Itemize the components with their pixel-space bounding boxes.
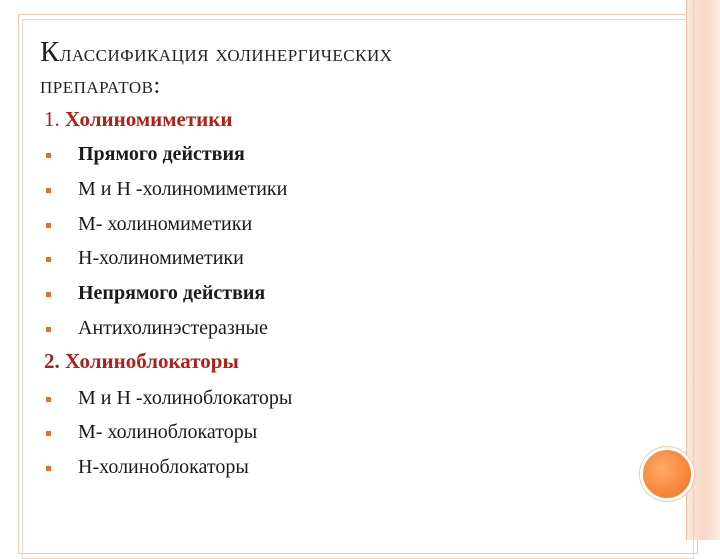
section-heading-cholinoblockers: 2. Холиноблокаторы <box>44 349 239 373</box>
list-item-text: М и Н -холиномиметики <box>78 178 288 200</box>
bullet-icon <box>46 223 51 228</box>
side-bar-line-inner <box>693 0 694 540</box>
bullet-icon <box>46 188 51 193</box>
list-item-text: Н-холиноблокаторы <box>78 456 249 478</box>
bullet-icon <box>46 327 51 332</box>
title-line1: лассификация холинергических <box>59 41 393 67</box>
decorative-side-bar <box>686 0 720 540</box>
list-item <box>44 178 287 201</box>
title-line2: препаратов: <box>40 73 161 99</box>
list-item-text: Антихолинэстеразные <box>78 317 268 339</box>
bullet-icon <box>46 292 51 297</box>
list-item <box>44 317 268 340</box>
list-item <box>44 143 245 166</box>
slide-title <box>40 36 600 102</box>
list-item-text: М- холиноблокаторы <box>78 421 258 443</box>
title-capital-letter: К <box>40 36 60 68</box>
section1-number: 1. <box>44 107 60 131</box>
list-item <box>44 247 244 270</box>
list-item <box>44 456 249 479</box>
list-item-text: Непрямого действия <box>78 282 266 304</box>
list-item-text: Н-холиномиметики <box>78 247 244 269</box>
bullet-icon <box>46 397 51 402</box>
bullet-icon <box>46 466 51 471</box>
list-item <box>44 421 257 444</box>
decorative-circle <box>640 447 694 501</box>
list-item-text: М- холиномиметики <box>78 213 253 235</box>
bullet-icon <box>46 153 51 158</box>
list-item <box>44 213 252 236</box>
list-item <box>44 387 292 410</box>
bullet-icon <box>46 257 51 262</box>
list-item-text: М и Н -холиноблокаторы <box>78 387 293 409</box>
bullet-icon <box>46 431 51 436</box>
section-heading-cholinomimetics <box>44 107 232 132</box>
list-item-text: Прямого действия <box>78 143 245 165</box>
section1-label: Холиномиметики <box>65 107 233 131</box>
list-item <box>44 282 265 305</box>
